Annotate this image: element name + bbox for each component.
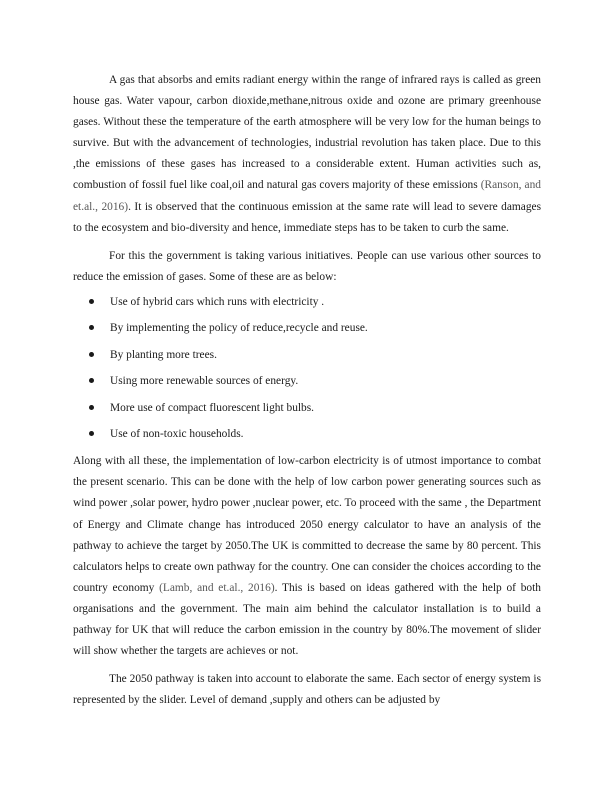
list-item — [73, 318, 541, 344]
paragraph-initiatives: For this the government is taking various initiatives. People can use various other sources to reduce the emission of gases. Some of these are as below: — [73, 249, 541, 283]
paragraph-2050-pathway: The 2050 pathway is taken into account to elaborate the same. Each sector of energy system is represented by the slider. Level of demand ,supply and others can be adjusted by — [73, 673, 541, 707]
paragraph-text: A gas that absorbs and emits radiant energy within the range of infrared rays is called as green house gas. Water vapour, carbon dioxide,methane,nitrous oxide and ozone are primary greenhouse gases. Without these the temperature of the earth atmosphere will be very low for the human beings to survive. But with the advancement of technologies, industrial revolution has taken place. Due to this ,the emissions of these gases has increased to a considerable extent. Human activities such as, combustion of fossil fuel like coal,oil and natural gas covers majority of these emissions — [73, 74, 541, 192]
paragraph-text: . This is based on ideas gathered with the help of both organisations and the government. The main aim behind the calculator installation is to build a pathway for UK that will reduce the carbon emission in the country by 80%.The movement of slider will show whether the targets are achieves or not. — [73, 581, 541, 658]
bullet-icon — [89, 352, 94, 357]
bullet-icon — [89, 325, 94, 330]
paragraph-text: Along with all these, the implementation of low-carbon electricity is of utmost importance to combat the present scenario. This can be done with the help of low carbon power generating sources such as wind power ,solar power, hydro power ,nuclear power, etc. To proceed with the same , the Department of Energy and Climate change has introduced 2050 energy calculator to have an analysis of the pathway to achieve the target by 2050.The UK is committed to decrease the same by 80 percent. This calculators helps to create own pathway for the country. One can consider the choices according to the country economy — [73, 455, 541, 594]
bullet-icon — [89, 405, 94, 410]
paragraph-text: . It is observed that the continuous emission at the same rate will lead to severe damages to the ecosystem and bio-diversity and hence, immediate steps has to be taken to curb the same. — [73, 200, 542, 234]
citation: (Ranson, and et.al., 2016) — [73, 179, 542, 213]
citation: (Lamb, and et.al., 2016) — [159, 581, 275, 594]
bullet-icon — [89, 299, 94, 304]
list-item-text: Use of non-toxic households. — [110, 427, 244, 440]
paragraph-low-carbon — [73, 451, 541, 662]
bullet-icon — [89, 378, 94, 383]
bullet-icon — [89, 431, 94, 436]
list-item-text: By implementing the policy of reduce,recycle and reuse. — [110, 322, 368, 335]
list-item — [73, 345, 541, 371]
paragraph-greenhouse-gas — [73, 70, 541, 239]
list-item-text: Using more renewable sources of energy. — [110, 375, 299, 388]
list-item-text: Use of hybrid cars which runs with electricity . — [110, 295, 325, 308]
list-item — [73, 424, 541, 450]
list-item — [73, 371, 541, 397]
list-item-text: By planting more trees. — [110, 348, 217, 361]
document-body — [73, 70, 541, 711]
list-item — [73, 292, 541, 318]
bullet-list — [73, 292, 541, 450]
list-item — [73, 398, 541, 424]
list-item-text: More use of compact fluorescent light bulbs. — [110, 401, 315, 414]
